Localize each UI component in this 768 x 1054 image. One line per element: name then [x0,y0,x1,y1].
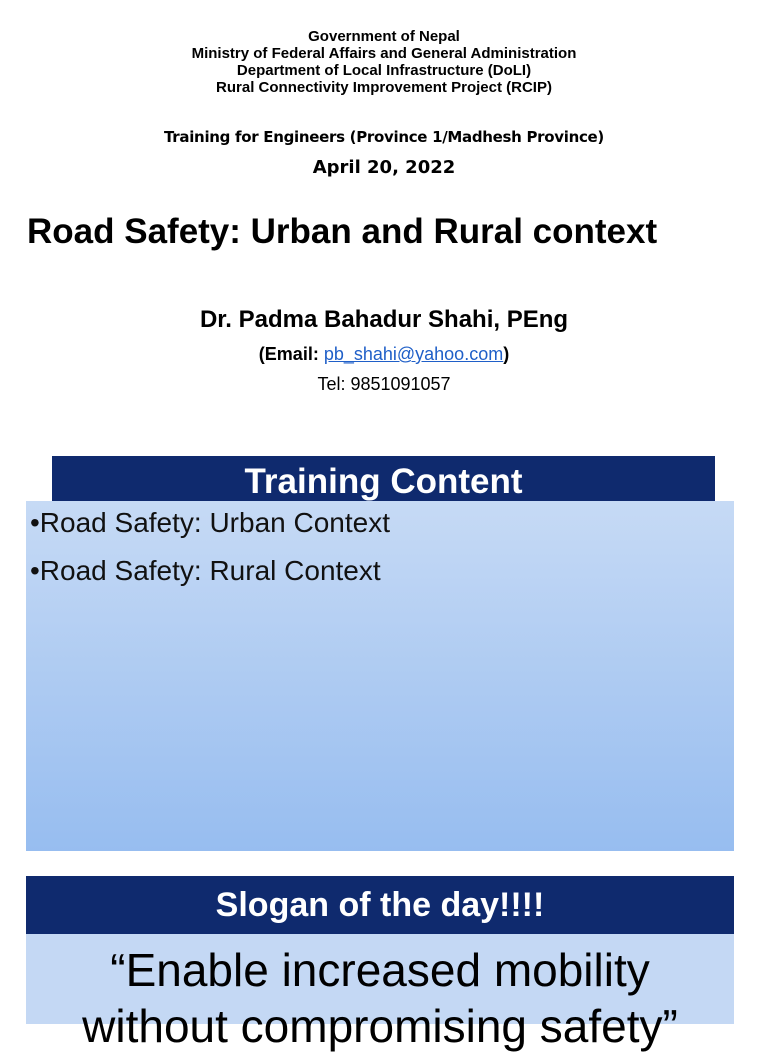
header-line-ministry: Ministry of Federal Affairs and General Administration [191,45,577,62]
training-content-box [26,501,734,851]
email-prefix: (Email: [258,344,324,364]
content-item-urban: •Road Safety: Urban Context [30,507,390,538]
header-block [0,28,768,96]
author-email-line [0,344,768,365]
slogan-line-1: “Enable increased mobility [110,944,650,996]
email-suffix: ) [503,344,510,364]
page-title: Road Safety: Urban and Rural context [27,212,658,251]
slogan-text [26,942,734,1054]
header-line-government: Government of Nepal [308,28,460,45]
author-name: Dr. Padma Bahadur Shahi, PEng [199,306,569,333]
content-item-rural: •Road Safety: Rural Context [30,555,381,586]
header-line-department: Department of Local Infrastructure (DoLI) [236,62,532,79]
training-content-heading: Training Content [52,456,715,501]
slogan-line-2: without compromising safety” [82,1000,678,1052]
slogan-box [26,934,734,1052]
author-telephone: Tel: 9851091057 [317,374,451,394]
email-link[interactable]: pb_shahi@yahoo.com [323,344,504,364]
date-label: April 20, 2022 [312,157,456,178]
training-subtitle: Training for Engineers (Province 1/Madhesh Province) [164,128,604,146]
header-line-project: Rural Connectivity Improvement Project (RCIP) [216,79,552,96]
slogan-heading: Slogan of the day!!!! [26,876,734,934]
